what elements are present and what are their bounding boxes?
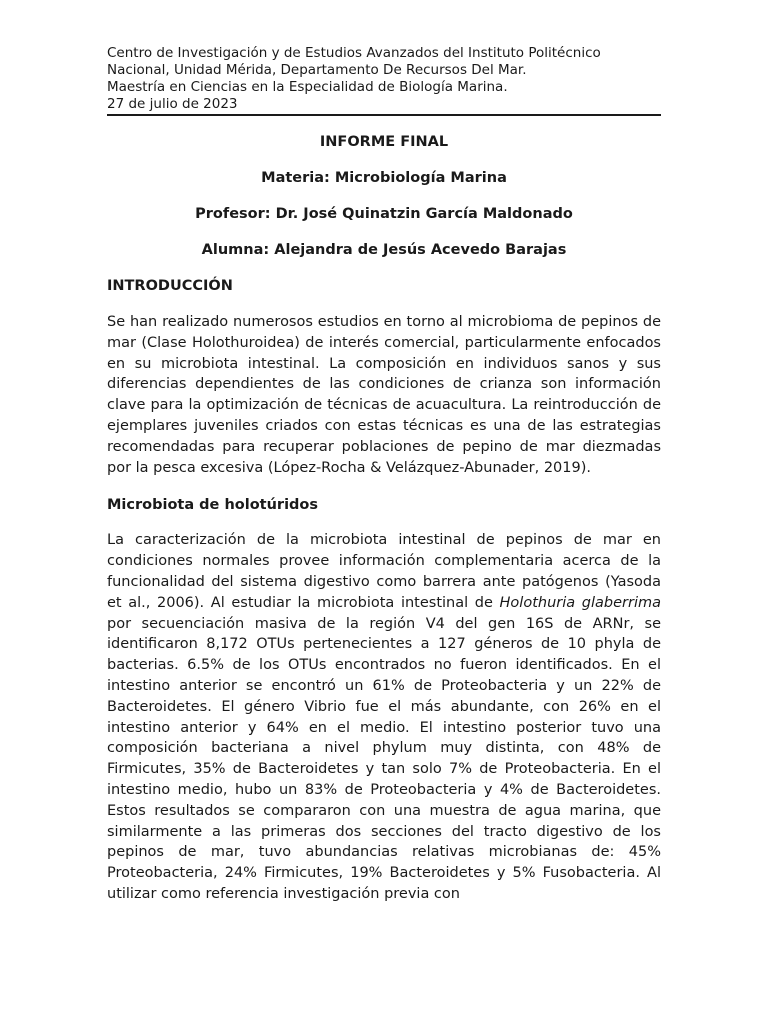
subject-title: Materia: Microbiología Marina xyxy=(261,170,507,186)
microbiota-paragraph xyxy=(107,530,661,904)
microbiota-text-part-1: La caracterización de la microbiota intestinal de pepinos de mar en condiciones normales provee información complementaria acerca de la funcionalidad del sistema digestivo como barrera ante patógenos (Yasoda et al., 2006). Al estudiar la microbiota intestinal de xyxy=(107,532,661,611)
header-institution-line-2: Nacional, Unidad Mérida, Departamento De Recursos Del Mar. xyxy=(107,62,527,78)
document-header xyxy=(107,45,661,116)
report-title: INFORME FINAL xyxy=(319,134,449,150)
document-page xyxy=(107,45,661,905)
intro-heading: INTRODUCCIÓN xyxy=(107,278,233,294)
header-program-line: Maestría en Ciencias en la Especialidad de Biología Marina. xyxy=(107,79,508,95)
header-institution-line-1: Centro de Investigación y de Estudios Avanzados del Instituto Politécnico xyxy=(107,45,601,61)
intro-paragraph: Se han realizado numerosos estudios en torno al microbioma de pepinos de mar (Clase Holothuroidea) de interés comercial, particularmente enfocados en su microbiota intestinal. La composición en individuos sanos y sus diferencias dependientes de las condiciones de crianza son información clave para la optimización de técnicas de acuacultura. La reintroducción de ejemplares juveniles criados con estas técnicas es una de las estrategias recomendadas para recuperar poblaciones de pepino de mar diezmadas por la pesca excesiva (López-Rocha & Velázquez-Abunader, 2019). xyxy=(107,314,661,476)
microbiota-heading: Microbiota de holotúridos xyxy=(107,497,319,514)
header-date: 27 de julio de 2023 xyxy=(107,96,238,112)
species-name: Holothuria glaberrima xyxy=(499,594,661,611)
microbiota-text-part-2: por secuenciación masiva de la región V4 del gen 16S de ARNr, se identificaron 8,172 OTUs pertenecientes a 127 géneros de 10 phyla de bacterias. 6.5% de los OTUs encontrados no fueron identificados. En el intestino anterior se encontró un 61% de Proteobacteria y un 22% de Bacteroidetes. El género Vibrio fue el más abundante, con 26% en el intestino anterior y 64% en el medio. El intestino posterior tuvo una composición bacteriana a nivel phylum muy distinta, con 48% de Firmicutes, 35% de Bacteroidetes y tan solo 7% de Proteobacteria. En el intestino medio, hubo un 83% de Proteobacteria y 4% de Bacteroidetes. Estos resultados se compararon con una muestra de agua marina, que similarmente a las primeras dos secciones del tracto digestivo de los pepinos de mar, tuvo abundancias relativas microbianas de: 45% Proteobacteria, 24% Firmicutes, 19% Bacteroidetes y 5% Fusobacteria. Al utilizar como referencia investigación previa con xyxy=(107,615,661,902)
professor-title: Profesor: Dr. José Quinatzin García Maldonado xyxy=(195,206,573,222)
student-title: Alumna: Alejandra de Jesús Acevedo Barajas xyxy=(201,242,567,258)
